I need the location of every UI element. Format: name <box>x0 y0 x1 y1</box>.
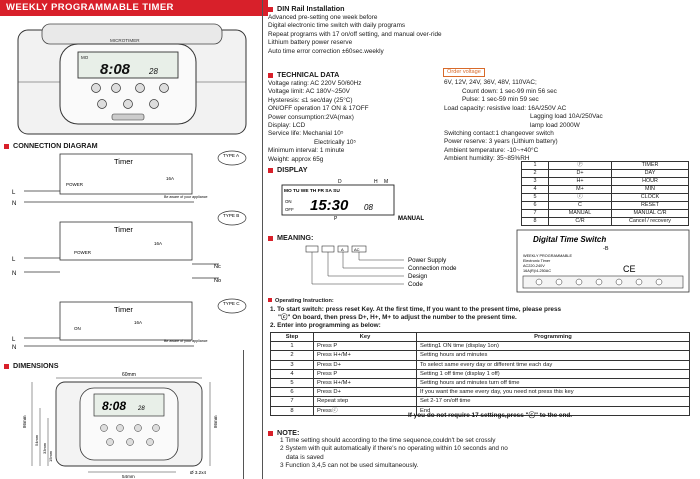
note-list <box>280 437 508 471</box>
key-row <box>522 202 689 210</box>
dim-height-54: 54mm <box>34 434 39 446</box>
key-row <box>522 170 689 178</box>
table-row <box>271 351 690 360</box>
programming-cell: Setting1 ON time (display 1on) <box>417 342 690 351</box>
table-row <box>271 369 690 378</box>
timer-device-illustration <box>14 22 250 140</box>
din-list <box>268 14 442 56</box>
timer-label-c: Timer <box>114 305 133 314</box>
key-symbol: C <box>549 202 612 210</box>
din-line: Lithium battery power reserve <box>268 39 353 47</box>
key-symbol: ⓒ <box>549 194 612 202</box>
col-key: Key <box>314 333 417 342</box>
load-label-a: 16A <box>166 176 175 181</box>
key-number: 2 <box>522 170 549 178</box>
product-label <box>515 228 693 296</box>
col-step: Step <box>271 333 314 342</box>
programming-cell: Setting 1 off time (display 1 off) <box>417 369 690 378</box>
dim-height-33: 33mm <box>42 442 47 454</box>
dim-width-54: 54mm <box>122 474 135 478</box>
lcd-p: P <box>334 216 338 222</box>
meaning-code: Code <box>408 281 423 288</box>
meaning-diagram <box>300 242 500 292</box>
tech-spec: Power consumption:2VA(max) <box>268 113 354 121</box>
programming-cell: If you want the same every day, you need not press this key <box>417 388 690 397</box>
key-symbol: MANUAL <box>549 210 612 218</box>
operating-step1: 1. To start switch: press reset Key. At the first time, If you want to the present time, please press <box>270 306 562 313</box>
device-button-4[interactable] <box>160 84 169 93</box>
load-label-b: 16A <box>154 241 163 246</box>
step-cell: 8 <box>271 406 314 415</box>
display-title: DISPLAY <box>268 165 308 174</box>
col-programming: Programming <box>417 333 690 342</box>
programming-cell: Setting hours and minutes turn off time <box>417 378 690 387</box>
key-function: MANUAL C/R <box>612 210 689 218</box>
key-cell: Press D+ <box>314 360 417 369</box>
no-label: No <box>214 278 222 284</box>
meaning-box-ac: AC <box>354 247 360 252</box>
key-number: 8 <box>522 218 549 226</box>
caption-a: Be aware of your appliance <box>164 195 208 199</box>
nc-label: Nc <box>214 264 221 270</box>
on-label-c: ON <box>74 326 81 331</box>
device-button-2[interactable] <box>112 84 121 93</box>
key-symbol: Ⓟ <box>549 162 612 170</box>
key-number: 7 <box>522 210 549 218</box>
step-cell: 5 <box>271 378 314 387</box>
programming-cell: Setting hours and minutes <box>417 351 690 360</box>
din-line: Advanced pre-setting one week before <box>268 14 378 21</box>
key-row <box>522 186 689 194</box>
key-cell: Press P <box>314 369 417 378</box>
tech-spec: Ambient temperature: -10~+40°C <box>444 146 539 154</box>
tech-spec: Load capacity: resistive load: 16A/250V AC <box>444 104 567 112</box>
key-symbol: H+ <box>549 178 612 186</box>
tech-spec: Ambient humidity: 35~85%RH <box>444 155 530 163</box>
programming-footnote: If you do not require 17 settings,press "ⓒ" to the end. <box>408 412 573 419</box>
connection-diagrams <box>4 150 260 350</box>
product-line: 16A(R)/4-250AC <box>523 269 552 273</box>
dim-height-15: 15mm <box>48 450 53 462</box>
lcd-on: ON <box>285 199 292 204</box>
product-line: WEEKLY PROGRAMMABLE <box>523 254 573 258</box>
key-symbol: D+ <box>549 170 612 178</box>
key-cell: Repeat step <box>314 397 417 406</box>
power-label-a: POWER <box>66 182 84 187</box>
table-row <box>271 378 690 387</box>
meaning-design: Design <box>408 273 428 280</box>
note-line: 2 System with quit automatically if there's no operating within 10 seconds and no <box>280 445 508 453</box>
page-title: WEEKLY PROGRAMMABLE TIMER <box>0 0 268 16</box>
key-cell: Press P <box>314 342 417 351</box>
note-title: NOTE: <box>268 428 299 437</box>
tech-spec: Service life: Mechanial 10⁵ <box>268 130 344 138</box>
tech-spec: Count down: 1 sec-99 min 56 sec <box>462 88 557 95</box>
n-label-c: N <box>12 345 17 350</box>
tech-title: TECHNICAL DATA <box>268 70 339 79</box>
table-row <box>271 388 690 397</box>
dimensions-drawing <box>10 368 240 478</box>
table-row <box>271 342 690 351</box>
key-cell: Press H+/M+ <box>314 351 417 360</box>
programming-cell: Set 2-17 on/off time <box>417 397 690 406</box>
table-row <box>271 397 690 406</box>
tech-spec: Lagging load 10A/250Vac <box>530 113 603 121</box>
programming-table <box>270 332 690 416</box>
tech-spec: lamp load 2000W <box>530 121 580 129</box>
key-number: 1 <box>522 162 549 170</box>
lcd-seconds: 08 <box>364 203 373 212</box>
ce-mark: CE <box>623 264 636 274</box>
din-line: Auto time error correction ±60sec.weekly <box>268 47 384 55</box>
key-function: DAY <box>612 170 689 178</box>
device-button-3[interactable] <box>136 84 145 93</box>
key-row <box>522 162 689 170</box>
lcd-m-label: M <box>384 179 389 185</box>
note-line: 1 Time setting should according to the time sequence,couldn't be set crossly <box>280 437 496 444</box>
caption-c: Be aware of your appliance <box>164 339 208 343</box>
product-sub: -B <box>603 246 609 252</box>
timer-label-b: Timer <box>114 225 133 234</box>
lcd-d-label: D <box>338 179 342 185</box>
step-cell: 1 <box>271 342 314 351</box>
key-number: 5 <box>522 194 549 202</box>
dim-hole: Ø 3.2x4 <box>190 470 207 475</box>
tech-spec: Switching contact:1 changeover switch <box>444 130 554 138</box>
programming-cell: To select same every day or different time each day <box>417 360 690 369</box>
tech-spec: Electrically 10⁵ <box>314 138 357 146</box>
key-row <box>522 194 689 202</box>
din-line: Repeat programs with 17 on/off setting, and manual over-ride <box>268 30 442 38</box>
tech-spec: Minimum interval: 1 minute <box>268 147 345 155</box>
meaning-title: MEANING: <box>268 233 313 242</box>
l-label-b: L <box>12 257 16 263</box>
tech-spec: Display: LCD <box>268 122 306 130</box>
key-function-table <box>521 161 689 226</box>
note-line: 3 Function 3,4,5 can not be used simultaneously. <box>280 462 419 470</box>
n-label-b: N <box>12 271 17 277</box>
key-row <box>522 178 689 186</box>
key-number: 3 <box>522 178 549 186</box>
step-cell: 3 <box>271 360 314 369</box>
din-title: DIN Rail Installation <box>268 4 345 13</box>
din-line: Digital electronic time switch with daily programs <box>268 22 406 30</box>
product-line: AC220-240V <box>523 264 545 268</box>
tech-spec: Weight: approx 65g <box>268 155 324 163</box>
step-cell: 2 <box>271 351 314 360</box>
lcd-manual: MANUAL <box>398 216 424 222</box>
dim-width-60: 60mm <box>122 372 136 378</box>
order-voltage-value: 6V, 12V, 24V, 36V, 48V, 110VAC; <box>444 79 537 86</box>
key-function: RESET <box>612 202 689 210</box>
n-label-a: N <box>12 201 17 207</box>
l-label-a: L <box>12 190 16 196</box>
key-symbol: M+ <box>549 186 612 194</box>
meaning-power: Power Supply <box>408 257 447 264</box>
column-divider <box>262 0 263 479</box>
meaning-connection: Connection mode <box>408 265 457 272</box>
tech-spec: Voltage rating: AC 220V 50/60Hz <box>268 80 362 87</box>
key-row <box>522 218 689 226</box>
device-brand: MICROTIMER <box>110 38 140 43</box>
key-symbol: C/R <box>549 218 612 226</box>
key-cell: Press H+/M+ <box>314 378 417 387</box>
operating-step1b: "ⓒ" On board, then press D+, H+, M+ to adjust the number to the present time. <box>278 314 517 321</box>
product-title: Digital Time Switch <box>533 235 607 244</box>
key-function: MIN <box>612 186 689 194</box>
dim-device-time: 8:08 <box>102 399 127 413</box>
lcd-off: OFF <box>285 207 294 212</box>
device-button-7[interactable] <box>150 100 159 109</box>
product-line: Electronic Timer <box>523 259 551 263</box>
type-c-badge: TYPE C <box>223 301 240 306</box>
device-button-5[interactable] <box>98 100 107 109</box>
connection-title: CONNECTION DIAGRAM <box>4 141 98 150</box>
key-function: HOUR <box>612 178 689 186</box>
meaning-box-a: A <box>341 247 344 252</box>
lcd-display-diagram <box>280 176 450 222</box>
tech-spec: Pulse: 1 sec-59 min 59 sec <box>462 96 539 104</box>
device-mode: MO <box>81 55 89 60</box>
device-button-1[interactable] <box>92 84 101 93</box>
power-label-b: POWER <box>74 250 92 255</box>
device-seconds: 28 <box>149 67 158 76</box>
tech-spec: Voltage limit: AC 180V~250V <box>268 88 350 96</box>
table-row <box>271 360 690 369</box>
step-cell: 7 <box>271 397 314 406</box>
order-voltage-label: Order voltage <box>443 68 485 77</box>
dim-divider <box>243 350 244 479</box>
type-b-badge: TYPE B <box>223 213 240 218</box>
operating-step2: 2. Enter into programming as below: <box>270 322 381 329</box>
tech-right-list <box>444 88 603 164</box>
type-a-badge: TYPE A <box>223 153 240 158</box>
key-row <box>522 210 689 218</box>
load-label-c: 16A <box>134 320 143 325</box>
dimensions-title: DIMENSIONS <box>4 361 59 370</box>
dim-device-sec: 28 <box>138 406 145 412</box>
tech-left-list <box>268 80 369 164</box>
lcd-h-label: H <box>374 179 378 185</box>
key-function: TIMER <box>612 162 689 170</box>
key-cell: Press D+ <box>314 388 417 397</box>
step-cell: 4 <box>271 369 314 378</box>
device-time: 8:08 <box>100 61 131 78</box>
key-function: CLOCK <box>612 194 689 202</box>
tech-spec: Power reserve: 3 years (Lithium battery) <box>444 138 558 146</box>
dim-height-86: 86mm <box>22 415 27 428</box>
dim-height-86-right: 86mm <box>213 415 218 428</box>
tech-spec: Hysteresis: ≤1 sec/day (25°C) <box>268 96 353 104</box>
key-cell: Pressⓒ <box>314 406 417 415</box>
programming-cell: End <box>417 406 690 415</box>
key-number: 6 <box>522 202 549 210</box>
timer-label-a: Timer <box>114 157 133 166</box>
key-number: 4 <box>522 186 549 194</box>
l-label-c: L <box>12 337 16 343</box>
device-button-6[interactable] <box>124 100 133 109</box>
key-function: Cancel / recovery <box>612 218 689 226</box>
lcd-time: 15:30 <box>310 197 349 214</box>
note-line: data is saved <box>286 453 324 461</box>
tech-spec: ON/OFF operation 17 ON & 17OFF <box>268 105 369 113</box>
step-cell: 6 <box>271 388 314 397</box>
lcd-days: MO TU WE TH FR SA SU <box>284 189 340 194</box>
operating-title: Operating Instruction: <box>268 298 334 305</box>
